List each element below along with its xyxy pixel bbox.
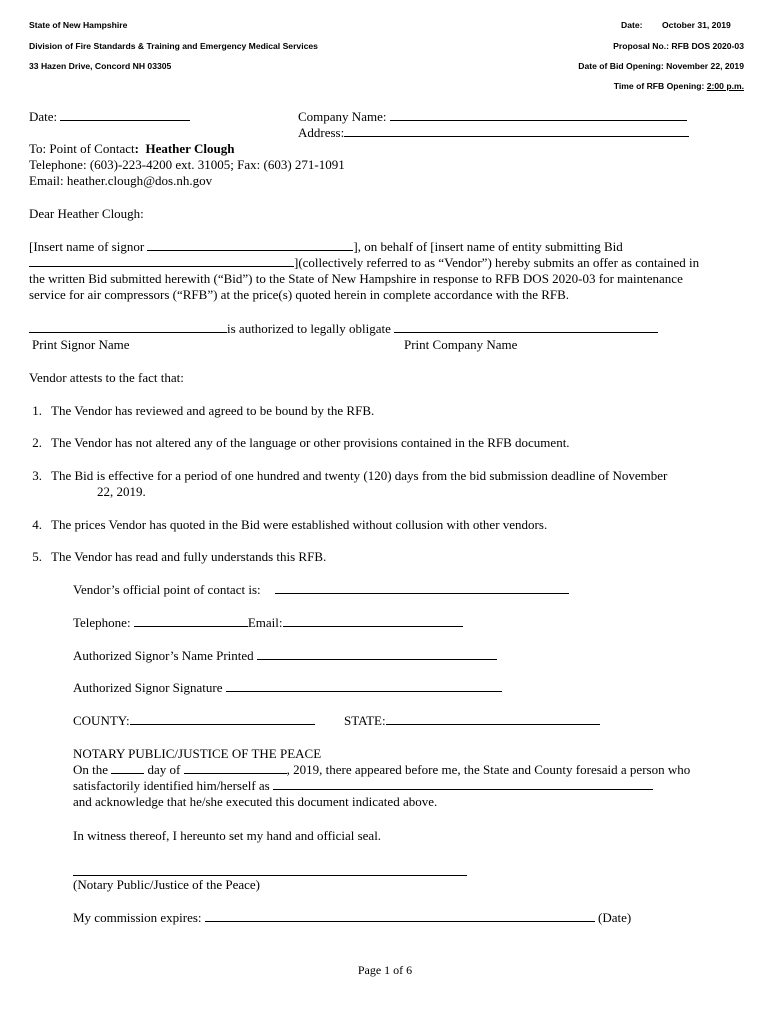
state-blank[interactable]: [386, 713, 600, 725]
company-label: Company Name:: [298, 109, 387, 124]
header-time-opening: [614, 81, 744, 91]
notary-line3: and acknowledge that he/she executed this document indicated above.: [73, 794, 438, 809]
telephone-blank[interactable]: [134, 615, 248, 627]
signor-name-field: Authorized Signor’s Name Printed: [73, 648, 497, 663]
poc-field: Vendor’s official point of contact is:: [73, 582, 569, 597]
header-time-value: 2:00 p.m.: [706, 81, 744, 91]
notary-label: (Notary Public/Justice of the Peace): [73, 877, 260, 892]
company-blank[interactable]: [390, 109, 687, 121]
signor-signature-field: Authorized Signor Signature: [73, 680, 502, 695]
list-item: 2. The Vendor has not altered any of the language or other provisions contained in the RFB document.: [32, 435, 570, 450]
notary-line2: satisfactorily identified him/herself as: [73, 778, 653, 793]
header-division: Division of Fire Standards & Training and Emergency Medical Services: [29, 41, 318, 51]
para1-line4: service for air compressors (“RFB”) at the price(s) quoted herein in complete accordance with the RFB.: [29, 287, 570, 302]
email-blank[interactable]: [283, 615, 463, 627]
county-field: COUNTY:: [73, 713, 315, 728]
header-bid-opening: Date of Bid Opening: November 22, 2019: [578, 61, 744, 71]
address-blank[interactable]: [344, 125, 689, 137]
commission-field: My commission expires: (Date): [73, 910, 632, 925]
header-address: 33 Hazen Drive, Concord NH 03305: [29, 61, 172, 71]
notary-day-blank[interactable]: [111, 762, 144, 774]
salutation: Dear Heather Clough:: [29, 206, 144, 221]
header-proposal: Proposal No.: RFB DOS 2020-03: [613, 41, 744, 51]
date-label: Date:: [29, 109, 58, 124]
para1-line2: ](collectively referred to as “Vendor”) hereby submits an offer as contained in: [29, 255, 699, 270]
state-field: STATE:: [344, 713, 600, 728]
list-item: 5. The Vendor has read and fully understands this RFB.: [32, 549, 327, 564]
witness-text: In witness thereof, I hereunto set my hand and official seal.: [73, 828, 382, 843]
commission-blank[interactable]: [205, 910, 595, 922]
date-field: [29, 109, 190, 124]
list-item: 3. The Bid is effective for a period of one hundred and twenty (120) days from the bid submission deadline of November: [32, 468, 668, 483]
print-company-label: Print Company Name: [404, 337, 518, 352]
notary-signature-line[interactable]: [73, 875, 467, 876]
header-agency: State of New Hampshire: [29, 20, 128, 30]
signor-signature-blank[interactable]: [226, 680, 502, 692]
print-signor-label: Print Signor Name: [32, 337, 130, 352]
notary-line1: On the day of , 2019, there appeared before me, the State and County foresaid a person who: [73, 762, 691, 777]
signor-name-blank[interactable]: [257, 648, 497, 660]
para1-line1: [Insert name of signor ], on behalf of [insert name of entity submitting Bid: [29, 239, 623, 254]
date-blank[interactable]: [60, 109, 190, 121]
contact-phone: Telephone: (603)-223-4200 ext. 31005; Fax: (603) 271-1091: [29, 157, 345, 172]
contact-name: Heather Clough: [145, 141, 235, 156]
telephone-field: Telephone: Email:: [73, 615, 463, 630]
notary-title: NOTARY PUBLIC/JUSTICE OF THE PEACE: [73, 746, 322, 761]
poc-blank[interactable]: [275, 582, 569, 594]
notary-identified-blank[interactable]: [273, 778, 653, 790]
address-label: Address:: [298, 125, 345, 140]
list-item: 1. The Vendor has reviewed and agreed to be bound by the RFB.: [32, 403, 375, 418]
list-item-continuation: 22, 2019.: [97, 484, 146, 499]
header-date-label: Date:: [621, 20, 643, 30]
signor-blank[interactable]: [147, 239, 353, 251]
company-print-blank[interactable]: [394, 321, 658, 333]
header-date-value: October 31, 2019: [662, 20, 731, 30]
header-time-label: Time of RFB Opening:: [613, 81, 705, 91]
signor-print-blank[interactable]: [29, 321, 227, 333]
point-of-contact: To: Point of Contact: Heather Clough: [29, 141, 235, 156]
notary-month-blank[interactable]: [184, 762, 287, 774]
para1-line3: the written Bid submitted herewith (“Bid”) to the State of New Hampshire in response to RFB DOS 2020-03 for maintenance: [29, 271, 683, 286]
address-field: [298, 125, 689, 140]
attests-heading: Vendor attests to the fact that:: [29, 370, 184, 385]
company-field: [298, 109, 687, 124]
contact-email: Email: heather.clough@dos.nh.gov: [29, 173, 213, 188]
list-item: 4. The prices Vendor has quoted in the Bid were established without collusion with other vendors.: [32, 517, 548, 532]
page-number: Page 1 of 6: [357, 963, 413, 977]
county-blank[interactable]: [130, 713, 315, 725]
entity-blank[interactable]: [29, 255, 294, 267]
obligate-line: is authorized to legally obligate: [29, 321, 658, 336]
